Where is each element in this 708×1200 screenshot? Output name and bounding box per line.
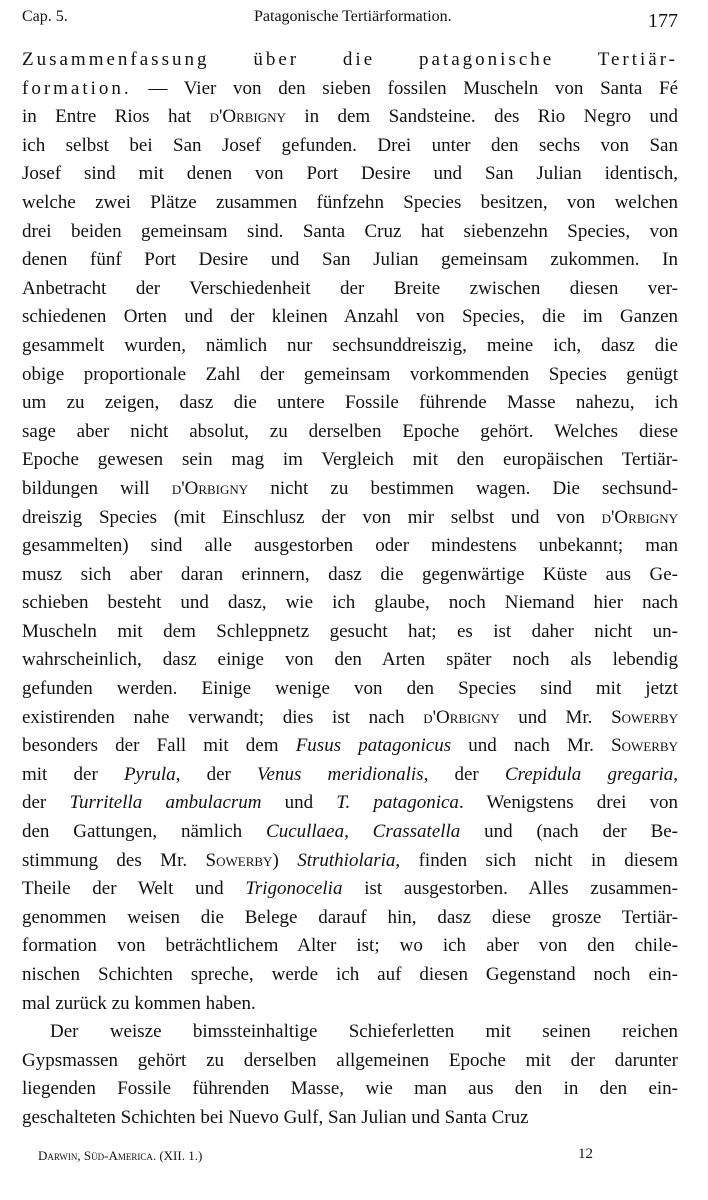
text-line [22, 361, 678, 390]
text-run: sage aber nicht absolut, zu derselben Epoche gehört. Welches diese [22, 420, 678, 442]
page-footer [38, 1148, 678, 1170]
taxon-name: T. patagonica [336, 792, 459, 814]
text-line [22, 990, 678, 1019]
author-name: d'Orbigny [423, 706, 500, 728]
page-number: 177 [648, 10, 678, 32]
text-line [22, 818, 678, 847]
text-run: und nach Mr. [451, 735, 612, 757]
text-run: den Gattungen, nämlich [22, 821, 267, 843]
text-line [22, 446, 678, 475]
taxon-name: Cucullaea, Crassatella [266, 821, 461, 843]
section-heading: Zusammenfassung über die patagonische Tertiär- [22, 49, 678, 70]
text-line [22, 504, 678, 533]
text-run: und Mr. [499, 706, 612, 728]
text-run: obige proportionale Zahl der gemeinsam vorkommenden Species genügt [22, 363, 678, 385]
text-run: , der [175, 763, 258, 785]
text-run: gefunden werden. Einige wenige von den Species sind mit jetzt [22, 678, 678, 700]
text-run: gesammelten) sind alle ausgestorben oder mindestens unbekannt; man [22, 535, 678, 557]
text-line [22, 475, 678, 504]
text-run: schieben besteht und dasz, wie ich glaube, noch Niemand hier nach [22, 592, 678, 614]
text-run: , der [423, 763, 505, 785]
text-line [22, 418, 678, 447]
text-run: wahrscheinlich, dasz einige von den Arten später noch als lebendig [22, 649, 678, 671]
text-line [22, 646, 678, 675]
text-run: ich selbst bei San Josef gefunden. Drei unter den sechs von San [22, 134, 678, 156]
text-run: formation von beträchtlichem Alter ist; wo ich aber von den chile- [22, 935, 678, 957]
text-run: schiedenen Orten und der kleinen Anzahl von Species, die im Ganzen [22, 306, 678, 328]
text-run: Epoche gewesen sein mag im Vergleich mit den europäischen Tertiär- [22, 449, 678, 471]
text-line [22, 1104, 678, 1133]
text-run: dreiszig Species (mit Einschlusz der von mir selbst und von [22, 506, 602, 528]
text-run: besonders der Fall mit dem [22, 735, 296, 757]
signature-mark: 12 [578, 1146, 593, 1162]
text-line [22, 789, 678, 818]
text-line [22, 561, 678, 590]
text-line [22, 246, 678, 275]
taxon-name: Fusus patagonicus [295, 735, 452, 757]
text-run: Muscheln mit dem Schleppnetz gesucht hat; es ist daher nicht un- [22, 620, 678, 642]
body-text [22, 46, 678, 1133]
text-line [22, 589, 678, 618]
text-line [22, 103, 678, 132]
text-run: mal zurück zu kommen haben. [22, 992, 256, 1014]
text-run: Anbetracht der Verschiedenheit der Breite zwischen diesen ver- [22, 277, 678, 299]
text-line [22, 275, 678, 304]
text-run: Josef sind mit denen von Port Desire und San Julian identisch, [22, 163, 678, 185]
text-line [22, 1075, 678, 1104]
text-line [22, 160, 678, 189]
text-run: musz sich aber daran erinnern, dasz die gegenwärtige Küste aus Ge- [22, 563, 678, 585]
taxon-name: Trigonocelia [245, 878, 343, 900]
text-line [22, 46, 678, 75]
chapter-label: Cap. 5. [22, 8, 68, 25]
author-name: d'Orbigny [209, 106, 286, 128]
text-run: genommen weisen die Belege darauf hin, dasz diese grosze Tertiär- [22, 906, 678, 928]
text-run: drei beiden gemeinsam sind. Santa Cruz hat siebenzehn Species, von [22, 220, 678, 242]
text-run: , [673, 763, 679, 785]
text-line [22, 904, 678, 933]
text-run: gesammelt wurden, nämlich nur sechsunddreiszig, meine ich, dasz die [22, 334, 678, 356]
taxon-name: Struthiolaria [297, 849, 396, 871]
running-header [22, 6, 678, 32]
section-heading: formation. [22, 77, 132, 99]
author-name: d'Orbigny [601, 506, 678, 528]
text-line [22, 961, 678, 990]
text-run: ) [272, 849, 298, 871]
text-line [22, 1018, 678, 1047]
text-run: existirenden nahe verwandt; dies ist nach [22, 706, 424, 728]
text-line [22, 332, 678, 361]
text-run: stimmung des Mr. [22, 849, 206, 871]
text-line [22, 875, 678, 904]
text-run: mit der [22, 763, 124, 785]
text-line [22, 847, 678, 876]
text-run: , finden sich nicht in diesem [395, 849, 679, 871]
text-line [22, 732, 678, 761]
text-run: ist ausgestorben. Alles zusammen- [342, 878, 678, 900]
running-title: Patagonische Tertiärformation. [254, 8, 452, 25]
author-name: Sowerby [611, 706, 678, 728]
text-line [22, 761, 678, 790]
text-run: denen fünf Port Desire und San Julian gemeinsam zukommen. In [22, 249, 678, 271]
signature-line: Darwin, Süd-America. (XII. 1.) [38, 1148, 203, 1163]
text-run: — Vier von den sieben fossilen Muscheln von Santa Fé [131, 77, 678, 99]
text-run: um zu zeigen, dasz die untere Fossile führende Masse nahezu, ich [22, 392, 678, 414]
text-run: nischen Schichten spreche, werde ich auf diesen Gegenstand noch ein- [22, 964, 678, 985]
text-line [22, 389, 678, 418]
text-line [22, 75, 678, 104]
text-line [22, 618, 678, 647]
text-line [22, 675, 678, 704]
text-line [22, 189, 678, 218]
text-run: und (nach der Be- [460, 821, 678, 843]
text-line [22, 1047, 678, 1076]
text-run: Der weisze bimssteinhaltige Schieferletten mit seinen reichen [50, 1021, 678, 1043]
taxon-name: Pyrula [123, 763, 176, 785]
taxon-name: Crepidula gregaria [504, 763, 674, 785]
text-run: bildungen will [22, 477, 172, 499]
text-line [22, 704, 678, 733]
author-name: d'Orbigny [171, 477, 249, 499]
text-line [22, 532, 678, 561]
taxon-name: Turritella ambulacrum [69, 792, 262, 814]
text-run: Theile der Welt und [22, 878, 246, 900]
taxon-name: Venus meridionalis [257, 763, 424, 785]
text-line [22, 218, 678, 247]
text-run: welche zwei Plätze zusammen fünfzehn Species besitzen, von welchen [22, 191, 678, 213]
text-run: nicht zu bestimmen wagen. Die sechsund- [248, 477, 678, 499]
text-run: Gypsmassen gehört zu derselben allgemeinen Epoche mit der darunter [22, 1049, 678, 1071]
author-name: Sowerby [205, 849, 273, 871]
text-run: liegenden Fossile führenden Masse, wie man aus den in den ein- [22, 1078, 678, 1100]
text-line [22, 303, 678, 332]
author-name: Sowerby [611, 735, 678, 757]
text-run: geschalteten Schichten bei Nuevo Gulf, San Julian und Santa Cruz [22, 1106, 529, 1128]
text-run: der [22, 792, 70, 814]
text-line [22, 932, 678, 961]
text-run: . Wenigstens drei von [458, 792, 679, 814]
text-line [22, 132, 678, 161]
text-run: und [261, 792, 337, 814]
text-run: in dem Sandsteine. des Rio Negro und [285, 106, 679, 128]
text-run: in Entre Rios hat [22, 106, 210, 128]
